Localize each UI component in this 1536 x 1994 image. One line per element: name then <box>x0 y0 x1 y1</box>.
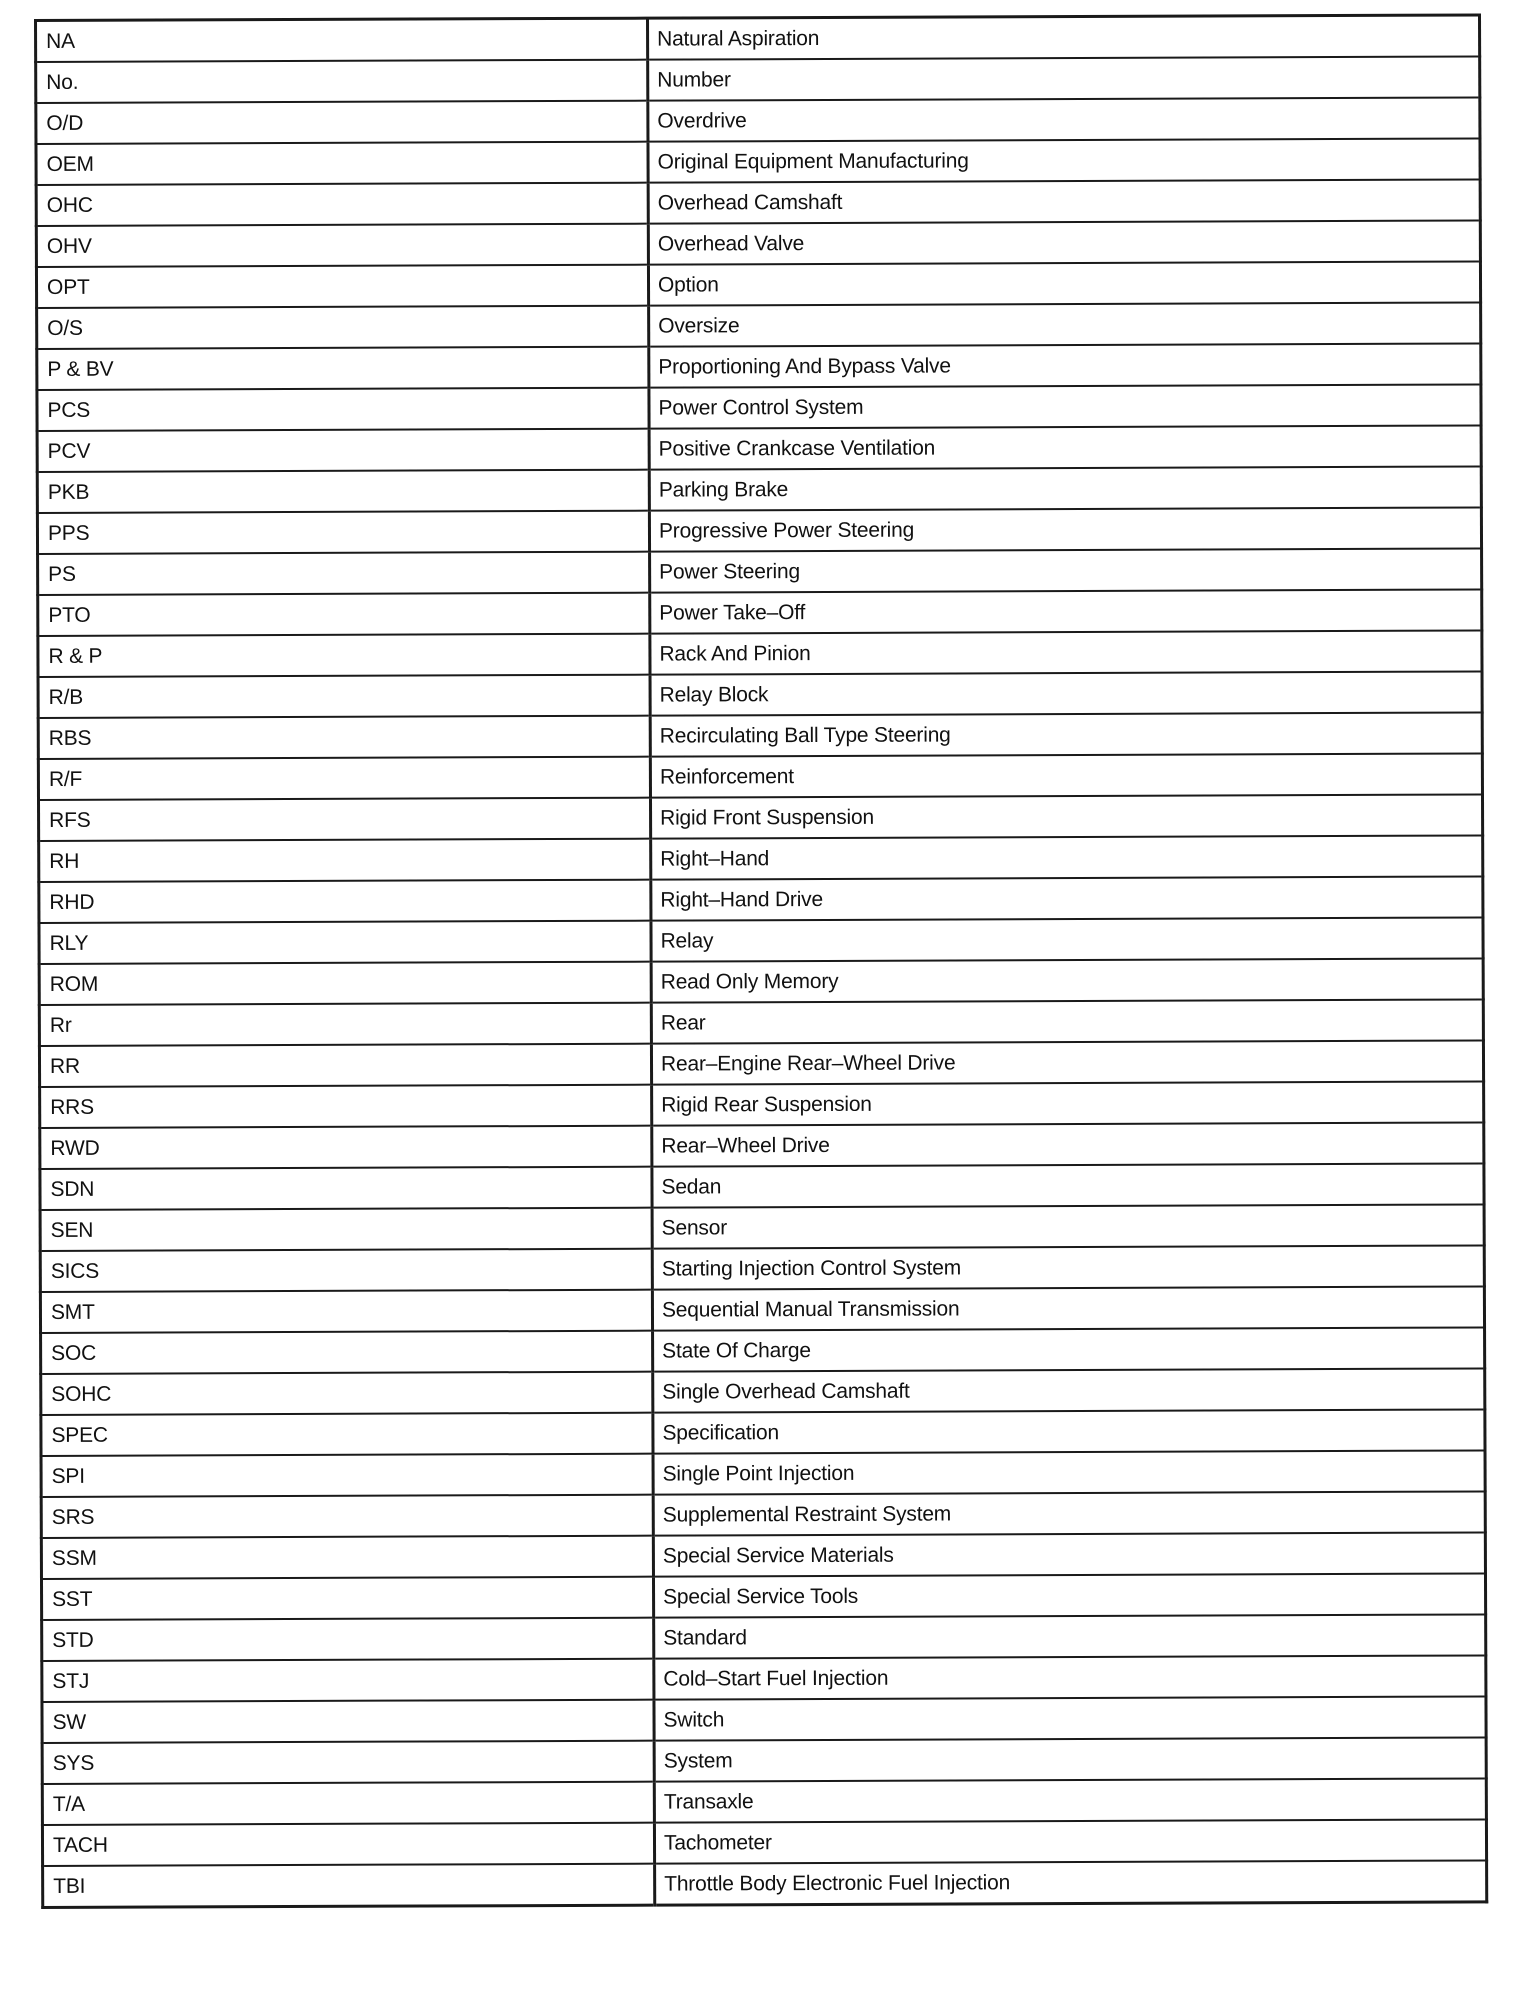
table-row <box>41 1409 1485 1456</box>
table-row <box>37 507 1481 554</box>
meaning-cell: Special Service Materials <box>653 1532 1485 1576</box>
table-row <box>42 1737 1486 1784</box>
abbreviation-cell: SMT <box>40 1290 652 1333</box>
abbreviation-cell: NA <box>36 18 648 62</box>
meaning-cell: Power Control System <box>649 384 1481 428</box>
meaning-cell: Rear–Engine Rear–Wheel Drive <box>651 1040 1483 1084</box>
meaning-cell: Positive Crankcase Ventilation <box>649 425 1481 469</box>
meaning-cell: Reinforcement <box>650 753 1482 797</box>
meaning-cell: Natural Aspiration <box>648 15 1480 60</box>
table-row <box>38 630 1482 677</box>
abbreviation-cell: RFS <box>38 798 650 841</box>
table-row <box>39 876 1483 923</box>
table-row <box>37 425 1481 472</box>
meaning-cell: Switch <box>654 1696 1486 1740</box>
table-row <box>41 1491 1485 1538</box>
table-row <box>36 179 1480 226</box>
meaning-cell: Rack And Pinion <box>650 630 1482 674</box>
abbreviation-cell: STD <box>42 1618 654 1661</box>
meaning-cell: Sequential Manual Transmission <box>652 1286 1484 1330</box>
table-row <box>36 97 1480 144</box>
meaning-cell: Proportioning And Bypass Valve <box>649 343 1481 387</box>
table-row <box>37 466 1481 513</box>
meaning-cell: Cold–Start Fuel Injection <box>654 1655 1486 1699</box>
table-row <box>36 220 1480 267</box>
abbreviation-sheet <box>34 13 1485 1909</box>
meaning-cell: Overhead Valve <box>648 220 1480 264</box>
meaning-cell: Oversize <box>649 302 1481 346</box>
table-row <box>36 56 1480 103</box>
abbreviation-cell: P & BV <box>37 347 649 390</box>
table-row <box>40 1081 1484 1128</box>
meaning-cell: Special Service Tools <box>653 1573 1485 1617</box>
meaning-cell: Right–Hand <box>651 835 1483 879</box>
meaning-cell: Starting Injection Control System <box>652 1245 1484 1289</box>
table-row <box>38 753 1482 800</box>
abbreviation-cell: RR <box>39 1044 651 1087</box>
meaning-cell: Right–Hand Drive <box>651 876 1483 920</box>
table-row <box>39 917 1483 964</box>
table-row <box>39 999 1483 1046</box>
abbreviation-cell: PKB <box>37 470 649 513</box>
meaning-cell: Sensor <box>652 1204 1484 1248</box>
meaning-cell: Progressive Power Steering <box>649 507 1481 551</box>
table-row <box>36 261 1480 308</box>
table-row <box>42 1696 1486 1743</box>
abbreviation-cell: PCV <box>37 429 649 472</box>
meaning-cell: State Of Charge <box>653 1327 1485 1371</box>
table-row <box>38 671 1482 718</box>
meaning-cell: Power Take–Off <box>650 589 1482 633</box>
abbreviation-cell: PPS <box>37 511 649 554</box>
abbreviation-cell: O/D <box>36 101 648 144</box>
abbreviation-cell: PS <box>38 552 650 595</box>
meaning-cell: Rigid Rear Suspension <box>652 1081 1484 1125</box>
abbreviation-cell: TACH <box>42 1823 654 1866</box>
abbreviation-cell: RLY <box>39 921 651 964</box>
abbreviation-cell: SRS <box>41 1495 653 1538</box>
meaning-cell: Overdrive <box>648 97 1480 141</box>
abbreviation-cell: SYS <box>42 1741 654 1784</box>
abbreviation-cell: SOC <box>41 1331 653 1374</box>
abbreviation-cell: OEM <box>36 142 648 185</box>
meaning-cell: Specification <box>653 1409 1485 1453</box>
meaning-cell: Relay <box>651 917 1483 961</box>
table-row <box>40 1122 1484 1169</box>
meaning-cell: System <box>654 1737 1486 1781</box>
table-row <box>37 384 1481 431</box>
abbreviation-cell: SST <box>41 1577 653 1620</box>
abbreviation-cell: PTO <box>38 593 650 636</box>
meaning-cell: Standard <box>654 1614 1486 1658</box>
abbreviation-cell: R & P <box>38 634 650 677</box>
table-row <box>39 958 1483 1005</box>
table-row <box>37 302 1481 349</box>
table-row <box>39 1040 1483 1087</box>
abbreviation-cell: SICS <box>40 1249 652 1292</box>
meaning-cell: Single Point Injection <box>653 1450 1485 1494</box>
abbreviation-cell: ROM <box>39 962 651 1005</box>
table-row <box>41 1573 1485 1620</box>
table-row <box>42 1778 1486 1825</box>
table-row <box>42 1819 1486 1866</box>
abbreviation-cell: SW <box>42 1700 654 1743</box>
table-row <box>36 138 1480 185</box>
table-row <box>39 835 1483 882</box>
table-row <box>40 1204 1484 1251</box>
abbreviation-cell: O/S <box>37 306 649 349</box>
abbreviation-cell: R/F <box>38 757 650 800</box>
abbreviation-cell: RHD <box>39 880 651 923</box>
meaning-cell: Recirculating Ball Type Steering <box>650 712 1482 756</box>
table-row <box>38 589 1482 636</box>
abbreviation-cell: RBS <box>38 716 650 759</box>
abbreviation-cell: No. <box>36 60 648 103</box>
abbreviation-cell: TBI <box>43 1864 655 1908</box>
abbreviation-table-body <box>36 15 1487 1908</box>
abbreviation-table <box>34 13 1488 1909</box>
meaning-cell: Rear–Wheel Drive <box>652 1122 1484 1166</box>
table-row <box>42 1614 1486 1661</box>
abbreviation-cell: RWD <box>40 1126 652 1169</box>
meaning-cell: Transaxle <box>654 1778 1486 1822</box>
abbreviation-cell: PCS <box>37 388 649 431</box>
table-row <box>43 1860 1487 1907</box>
table-row <box>42 1655 1486 1702</box>
table-row <box>40 1286 1484 1333</box>
meaning-cell: Number <box>648 56 1480 100</box>
abbreviation-cell: SDN <box>40 1167 652 1210</box>
abbreviation-cell: OPT <box>36 265 648 308</box>
table-row <box>41 1450 1485 1497</box>
abbreviation-cell: STJ <box>42 1659 654 1702</box>
abbreviation-cell: SPI <box>41 1454 653 1497</box>
meaning-cell: Original Equipment Manufacturing <box>648 138 1480 182</box>
meaning-cell: Throttle Body Electronic Fuel Injection <box>655 1860 1487 1905</box>
table-row <box>38 712 1482 759</box>
meaning-cell: Parking Brake <box>649 466 1481 510</box>
abbreviation-cell: Rr <box>39 1003 651 1046</box>
abbreviation-cell: T/A <box>42 1782 654 1825</box>
meaning-cell: Read Only Memory <box>651 958 1483 1002</box>
abbreviation-cell: OHC <box>36 183 648 226</box>
table-row <box>40 1163 1484 1210</box>
meaning-cell: Option <box>648 261 1480 305</box>
meaning-cell: Single Overhead Camshaft <box>653 1368 1485 1412</box>
table-row <box>38 794 1482 841</box>
table-row <box>37 343 1481 390</box>
table-row <box>41 1368 1485 1415</box>
meaning-cell: Tachometer <box>654 1819 1486 1863</box>
meaning-cell: Supplemental Restraint System <box>653 1491 1485 1535</box>
abbreviation-cell: RH <box>39 839 651 882</box>
abbreviation-cell: R/B <box>38 675 650 718</box>
table-row <box>41 1532 1485 1579</box>
table-row <box>40 1245 1484 1292</box>
meaning-cell: Rigid Front Suspension <box>650 794 1482 838</box>
abbreviation-cell: SEN <box>40 1208 652 1251</box>
abbreviation-cell: SPEC <box>41 1413 653 1456</box>
abbreviation-cell: SOHC <box>41 1372 653 1415</box>
abbreviation-cell: OHV <box>36 224 648 267</box>
abbreviation-cell: SSM <box>41 1536 653 1579</box>
meaning-cell: Overhead Camshaft <box>648 179 1480 223</box>
table-row <box>36 15 1480 62</box>
meaning-cell: Sedan <box>652 1163 1484 1207</box>
meaning-cell: Rear <box>651 999 1483 1043</box>
table-row <box>38 548 1482 595</box>
meaning-cell: Relay Block <box>650 671 1482 715</box>
meaning-cell: Power Steering <box>650 548 1482 592</box>
abbreviation-cell: RRS <box>40 1085 652 1128</box>
table-row <box>41 1327 1485 1374</box>
